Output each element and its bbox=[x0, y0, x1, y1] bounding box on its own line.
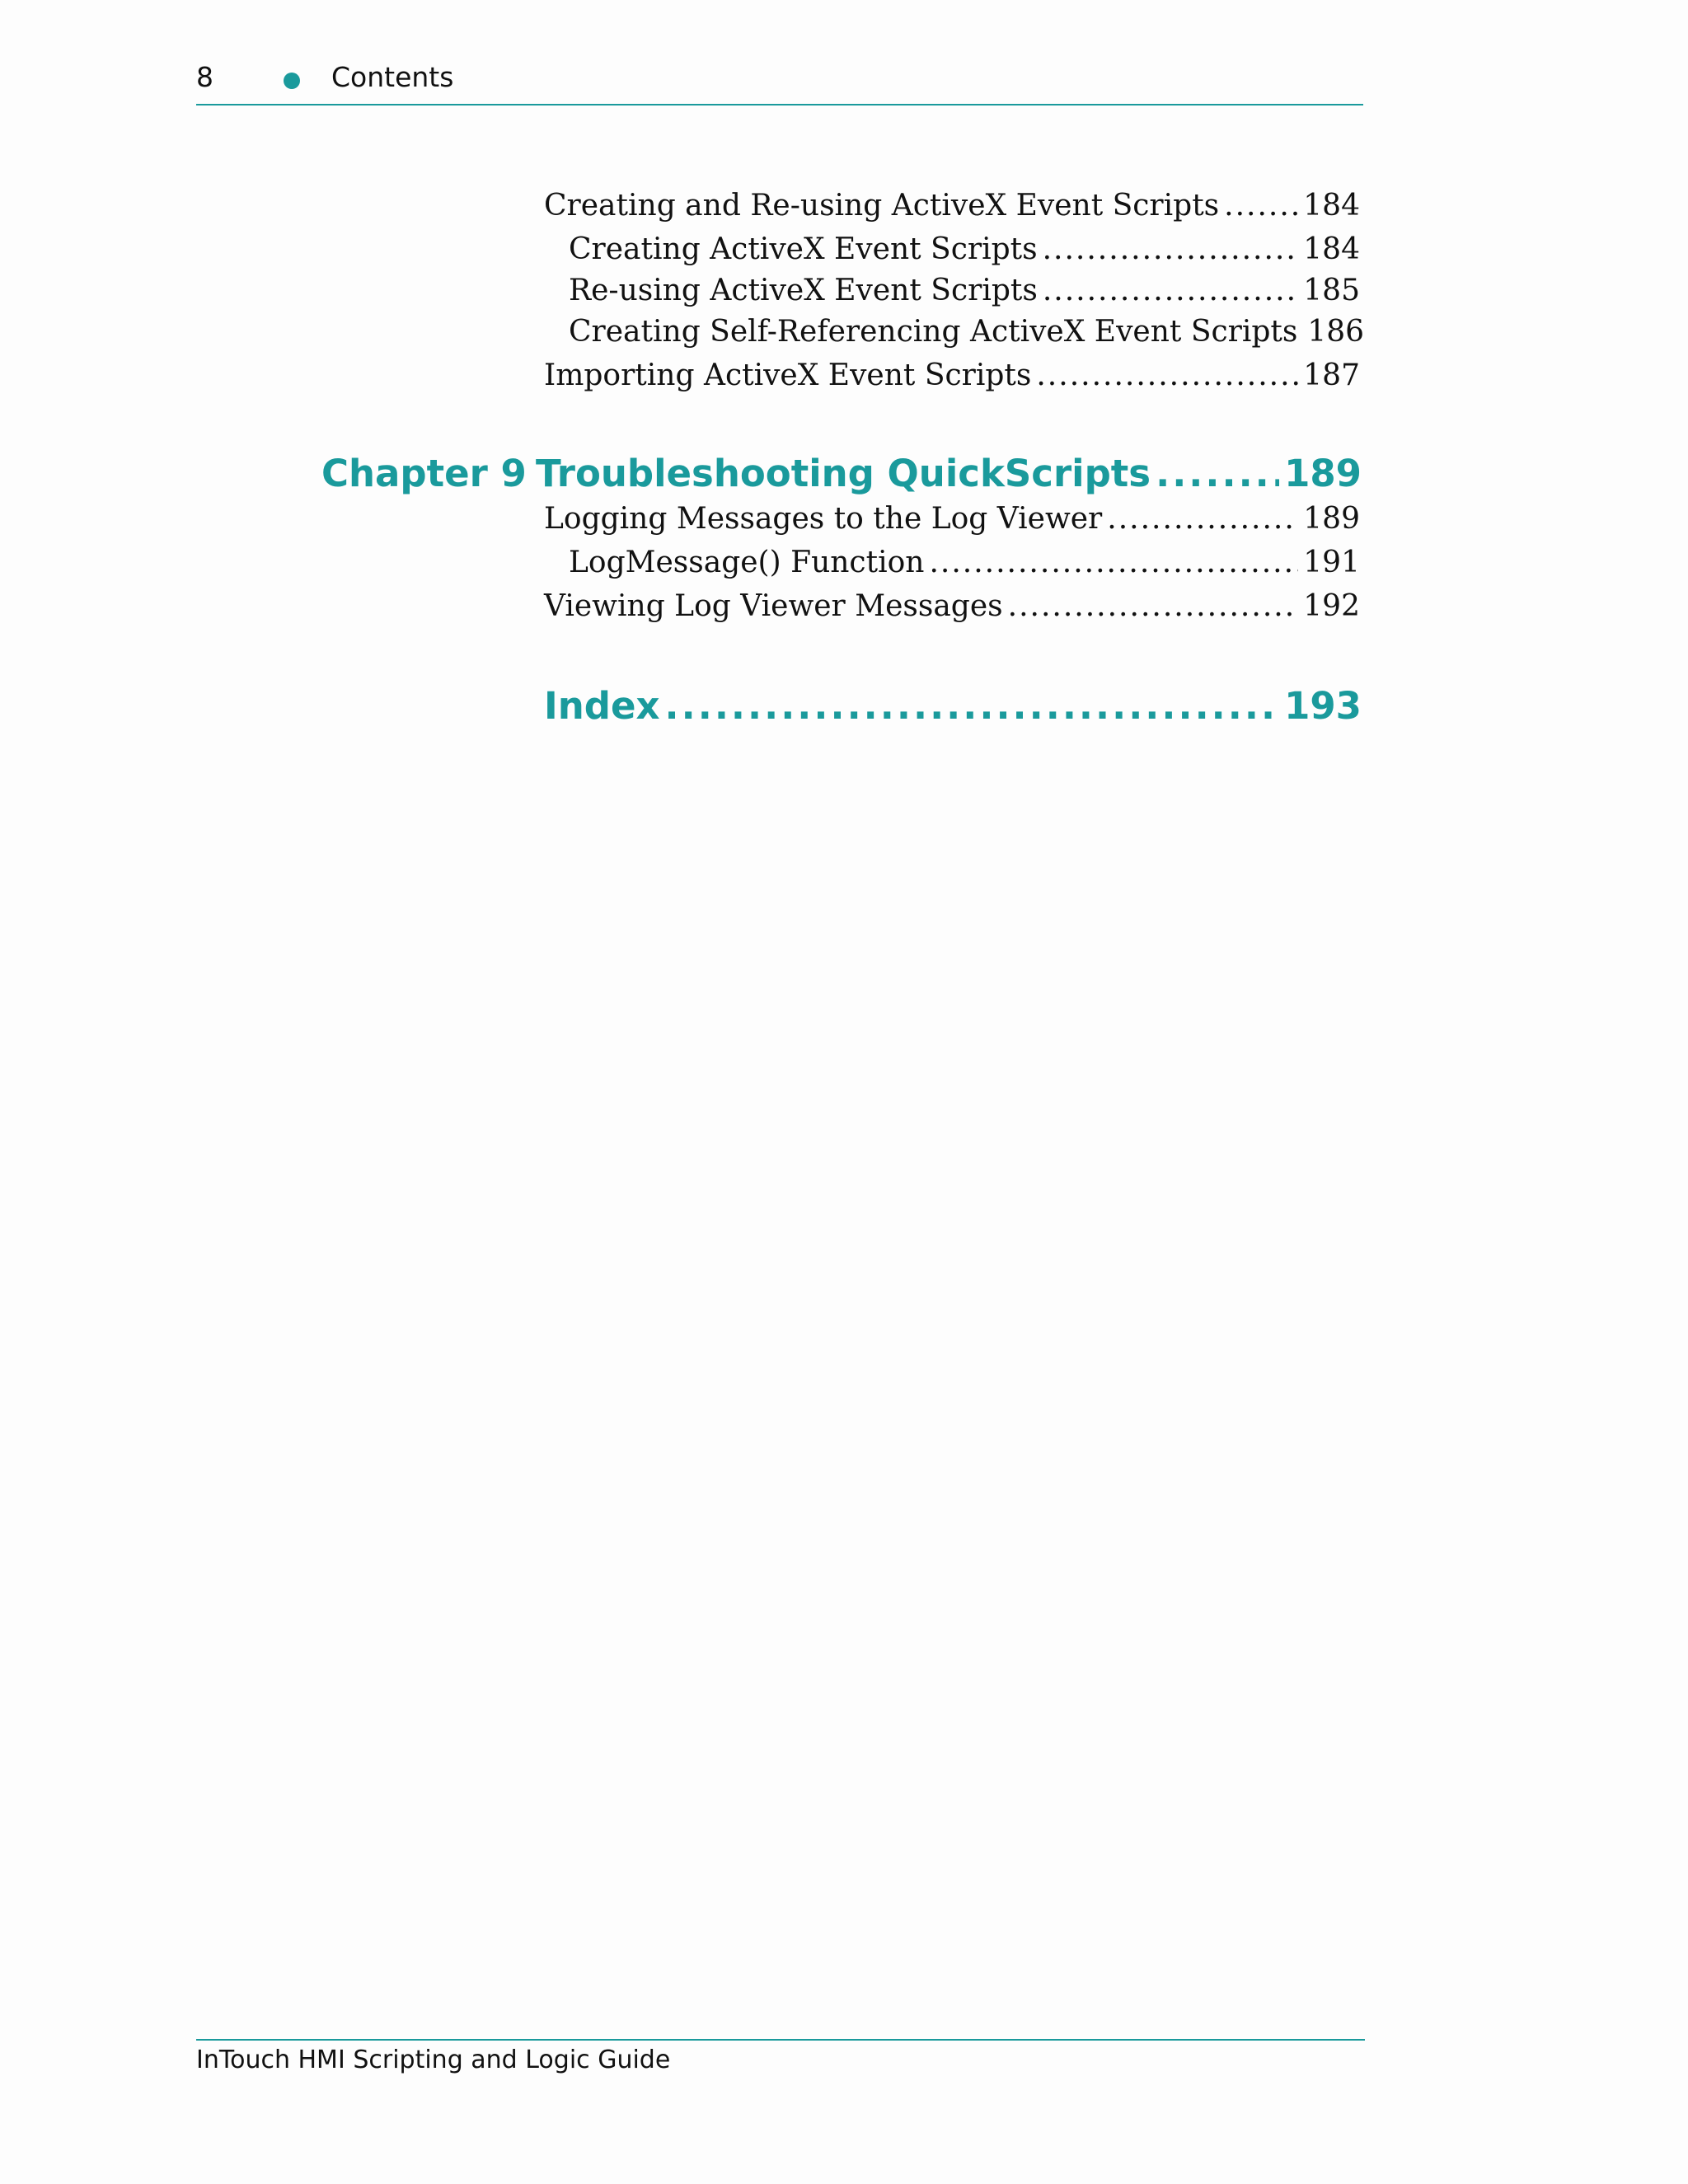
toc-entry-page: 191 bbox=[1303, 546, 1360, 579]
toc-entry-page: 187 bbox=[1303, 359, 1360, 392]
header-section-title: Contents bbox=[331, 61, 454, 93]
toc-dot-leader bbox=[1008, 588, 1299, 624]
index-page: 193 bbox=[1284, 684, 1362, 728]
toc-entry-page: 185 bbox=[1303, 274, 1360, 307]
toc-entry[interactable] bbox=[569, 273, 1360, 308]
page-footer bbox=[196, 2039, 1365, 2074]
toc-entry[interactable] bbox=[569, 545, 1360, 580]
toc-dot-leader bbox=[1107, 501, 1298, 537]
toc-dot-leader bbox=[929, 545, 1298, 580]
toc-dot-leader bbox=[1156, 452, 1279, 495]
footer-book-title: InTouch HMI Scripting and Logic Guide bbox=[196, 2046, 671, 2074]
chapter-page: 189 bbox=[1284, 452, 1362, 495]
page-header bbox=[196, 58, 1363, 105]
toc-dot-leader bbox=[1043, 273, 1298, 308]
toc-entry-label: Creating ActiveX Event Scripts bbox=[569, 232, 1038, 266]
bullet-dot-icon bbox=[284, 73, 300, 89]
toc-entry-page: 189 bbox=[1303, 502, 1360, 536]
chapter-number: Chapter 9 bbox=[321, 452, 527, 495]
toc-entry-page: 186 bbox=[1307, 315, 1365, 349]
toc-entry-label: Creating and Re-using ActiveX Event Scripts bbox=[544, 189, 1220, 223]
toc-entry-label: Viewing Log Viewer Messages bbox=[544, 589, 1003, 623]
toc-entry-page: 184 bbox=[1303, 232, 1360, 266]
toc-entry-label: Logging Messages to the Log Viewer bbox=[544, 502, 1103, 536]
toc-entry[interactable] bbox=[544, 188, 1360, 223]
toc-entry-label: LogMessage() Function bbox=[569, 546, 925, 579]
toc-entry[interactable] bbox=[544, 588, 1360, 624]
toc-entry-label: Re-using ActiveX Event Scripts bbox=[569, 274, 1038, 307]
index-label: Index bbox=[544, 684, 660, 728]
toc-entry[interactable] bbox=[544, 501, 1360, 537]
toc-entry[interactable] bbox=[544, 358, 1360, 393]
chapter-title: Troubleshooting QuickScripts bbox=[536, 452, 1151, 495]
toc-entry-label: Importing ActiveX Event Scripts bbox=[544, 359, 1032, 392]
toc-dot-leader bbox=[1224, 188, 1298, 223]
toc-entry-label: Creating Self-Referencing ActiveX Event Scripts bbox=[569, 315, 1298, 349]
toc-dot-leader bbox=[1043, 232, 1299, 267]
header-page-number: 8 bbox=[196, 61, 213, 93]
toc-entry[interactable] bbox=[569, 314, 1365, 349]
toc-dot-leader bbox=[665, 684, 1280, 728]
toc-chapter-heading[interactable] bbox=[321, 452, 1362, 495]
toc-entry-page: 184 bbox=[1303, 189, 1360, 223]
toc-entry[interactable] bbox=[569, 232, 1360, 267]
toc-dot-leader bbox=[1036, 358, 1298, 393]
toc-entry-page: 192 bbox=[1303, 589, 1360, 623]
toc-index-heading[interactable] bbox=[544, 684, 1362, 728]
